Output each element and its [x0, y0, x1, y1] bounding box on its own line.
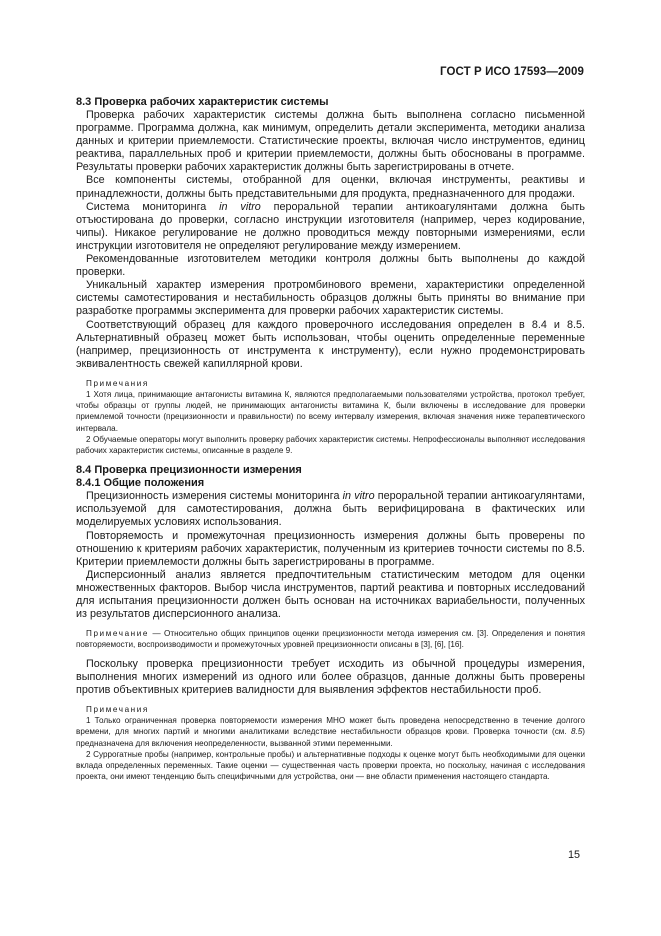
sec83-note-1: 1 Хотя лица, принимающие антагонисты витамина К, являются предполагаемыми пользователями устройства, протокол требует, чтобы образцы от группы людей, не принимающих антагонисты витамина К, были включены в исследование для проверки приемлемой точности (прецизионности и правильности) по всему интервалу измерения, включая значения ниже терапевтического интервала. [76, 390, 585, 433]
sec84-note [76, 628, 585, 650]
sec84-note-1 [76, 715, 585, 749]
sec83-p3-text-a: Система мониторинга [86, 200, 220, 213]
document-header: ГОСТ Р ИСО 17593—2009 [439, 66, 584, 78]
sec83-paragraph-4: Рекомендованные изготовителем методики контроля должны быть выполнены до каждой проверки. [76, 253, 585, 279]
sec83-paragraph-1: Проверка рабочих характеристик системы должна быть выполнена согласно письменной программе. Программа должна, как минимум, определить детали эксперимента, методики анализа данных и критерии приемлемости. Статистические проекты, включая число инструментов, единиц реактива, параллельных проб и критерии приемлемости, должны быть обоснованы в программе. Результаты проверки рабочих характеристик должны быть зарегистрированы в отчете. [76, 109, 585, 174]
sec84-note1-italic: 8.5 [570, 727, 583, 737]
section-8-4-1-heading: 8.4.1 Общие положения [76, 477, 205, 490]
sec83-notes-heading: Примечания [86, 378, 149, 388]
sec83-p3-italic: in vitro [219, 200, 261, 213]
sec83-paragraph-3 [76, 201, 585, 253]
sec84-paragraph-4: Поскольку проверка прецизионности требует исходить из обычной процедуры измерения, выполнения многих измерений из одного или более образцов, данные должны быть проверены против объективных критериев валидности для выявления эффектов нестабильности проб. [76, 657, 585, 696]
sec84-note-2: 2 Суррогатные пробы (например, контрольные пробы) и альтернативные подходы к оценке могут быть необходимыми для оценки вклада определенных переменных. Такие оценки — существенная часть проверки проекта, но поскольку, начиная с исследования проекта, они имеют тенденцию быть специфичными для устройства, они — вне области применения настоящего стандарта. [76, 749, 585, 782]
sec84-note-label: Примечание [86, 629, 150, 639]
sec84-paragraph-1 [76, 490, 585, 529]
sec84-paragraph-3: Дисперсионный анализ является предпочтительным статистическим методом для оценки множественных факторов. Выбор числа инструментов, партий реактива и повторных исследований для испытания прецизионности должен быть основан на источниках вариабельности, полученных из результатов дисперсионного анализа. [76, 568, 585, 621]
sec83-p3-text-b: пероральной терапии антикоагулянтами должна быть отъюстирована до проверки, согласно инструкции изготовителя (например, через кодирование, чипы). Никакое регулирование не должно проводиться между повторными измерениями, если инструкции изготовителя не определяют регулирование между измерением. [76, 200, 585, 252]
sec83-paragraph-6: Соответствующий образец для каждого проверочного исследования определен в 8.4 и 8.5. Альтернативный образец может быть использован, чтобы оценить определенные переменные (например, прецизионность от инструмента к инструменту), если нужно продемонстрировать эквивалентность свежей капиллярной крови. [76, 318, 585, 370]
sec84-note-text: — Относительно общих принципов оценки прецизионности метода измерения см. [3]. Определения и понятия повторяемости, воспроизводимости и промежуточных уровней прецизионности описаны в [3], [6], [16]. [76, 629, 585, 650]
sec84-p1-text-a: Прецизионность измерения системы мониторинга [86, 490, 343, 503]
section-8-4-heading: 8.4 Проверка прецизионности измерения [76, 464, 302, 477]
sec84-notes-heading: Примечания [86, 704, 149, 714]
sec83-note-2: 2 Обучаемые операторы могут выполнить проверку рабочих характеристик системы. Непрофессионалы выполняют исследования рабочих характеристик системы, описанные в разделе 9. [76, 434, 585, 456]
sec84-note1-text-b: ) предназначена для включения неопределенности, вызванной этими переменными. [76, 727, 585, 748]
sec84-p1-italic: in vitro [342, 490, 375, 503]
page-content [76, 96, 585, 782]
section-8-3-heading: 8.3 Проверка рабочих характеристик системы [76, 96, 329, 108]
sec84-paragraph-2: Повторяемость и промежуточная прецизионность измерения должны быть проверены по отношению к критериям рабочих характеристик, полученным из критериев точности системы по 8.5. Критерии приемлемости должны быть зарегистрированы в программе. [76, 529, 585, 568]
sec83-paragraph-2: Все компоненты системы, отобранной для оценки, включая инструменты, реактивы и принадлежности, должны быть представительными для продукта, предназначенного для продажи. [76, 174, 585, 200]
sec84-note1-text-a: 1 Только ограниченная проверка повторяемости измерения МНО может быть проведена непосредственно в течение долгого времени, для многих партий и многими аналитиками вследствие нестабильности образцов крови. Проверка точности (см. [76, 716, 585, 737]
page-number: 15 [568, 849, 581, 861]
sec83-paragraph-5: Уникальный характер измерения протромбинового времени, характеристики определенной системы самотестирования и нестабильность образцов должны быть приняты во внимание при разработке программы эксперимента для проверки рабочих характеристик системы. [76, 279, 585, 318]
sec84-p1-text-b: пероральной терапии антикоагулянтами, используемой для самотестирования, должна быть верифицирована в фактических или моделируемых условиях использования. [76, 490, 585, 529]
